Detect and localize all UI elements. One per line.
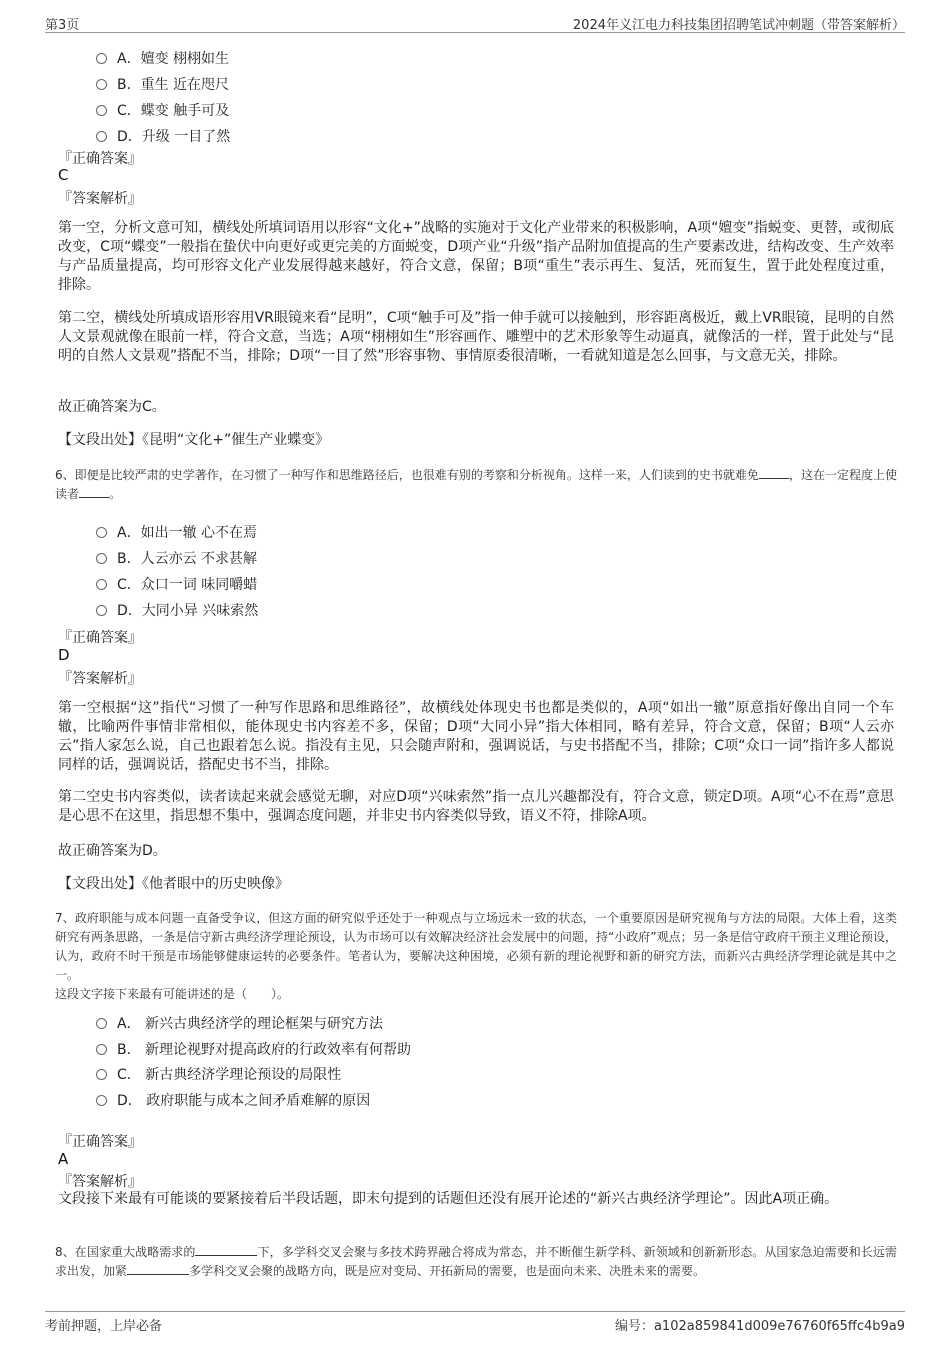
q6-analysis-p1: 第一空根据“这”指代“习惯了一种写作思路和思维路径”，故横线处体现史书也都是类似的，A项“如出一辙”原意指好像出自同一个车辙，比喻两件事情非常相似，能体现史书内容差不多，保留；D项“大同小异”指大体相同，略有差异，符合文意，保留；B项“人云亦云”指人家怎么说，自己也跟着怎么说。指没有主见，只会随声附和，强调说话，与史书搭配不当，排除；C项“众口一词”指许多人都说同样的话，强调说话，搭配史书不当，排除。 — [58, 700, 894, 773]
radio-icon[interactable] — [96, 53, 107, 64]
radio-icon[interactable] — [96, 579, 107, 590]
q6-option-a[interactable]: A．如出一辙 心不在焉 — [96, 522, 257, 542]
q6-option-b[interactable]: B．人云亦云 不求甚解 — [96, 548, 257, 568]
footer-slogan: 考前押题，上岸必备 — [45, 1319, 163, 1334]
q5-option-d[interactable]: D．升级 一目了然 — [96, 126, 230, 146]
page-header — [45, 12, 905, 33]
radio-icon[interactable] — [96, 605, 107, 616]
q7-prompt: 这段文字接下来最有可能讲述的是（ ）。 — [55, 987, 290, 1001]
q7-question: 7、政府职能与成本问题一直备受争议，但这方面的研究似乎还处于一种观点与立场远未一致的状态，一个重要原因是研究视角与方法的局限。大体上看，这类研究有两条思路，一条是信守新古典经济学理论预设，认为市场可以有效解决经济社会发展中的问题，持“小政府”观点；另一条是信守政府干预主义理论预设，认为，政府不时干预是市场能够健康运转的必要条件。笔者认为，要解决这种困境，必须有新的理论视野和新的研究方法，而新兴古典经济学理论就是其中之一。 — [55, 911, 897, 982]
q6-option-d[interactable]: D．大同小异 兴味索然 — [96, 600, 258, 620]
q5-analysis-p1: 第一空，分析文意可知，横线处所填词语用以形容“文化+”战略的实施对于文化产业带来的积极影响，A项“嬗变”指蜕变、更替，或彻底改变，C项“蝶变”一般指在蛰伏中向更好或更完美的方面蜕变，D项产业“升级”指产品附加值提高的生产要素改进，结构改变、生产效率与产品质量提高，均可形容文化产业发展得越来越好，符合文意，保留；B项“重生”表示再生、复活，死而复生，置于此处程度过重，排除。 — [58, 220, 894, 293]
radio-icon[interactable] — [96, 553, 107, 564]
q5-answer-label: 『正确答案』 — [58, 151, 142, 167]
radio-icon[interactable] — [96, 79, 107, 90]
q6-question: 6、即便是比较严肃的史学著作，在习惯了一种写作和思维路径后，也很难有别的考察和分析视角。这样一来，人们读到的史书就难免 ，这在一定程度上使读者 。 — [55, 468, 897, 501]
q7-option-a[interactable]: A． 新兴古典经济学的理论框架与研究方法 — [96, 1013, 383, 1033]
q7-answer: A — [58, 1150, 69, 1168]
q7-analysis: 文段接下来最有可能谈的要紧接着后半段话题，即末句提到的话题但还没有展开论述的“新兴古典经济学理论”。因此A项正确。 — [58, 1191, 839, 1207]
radio-icon[interactable] — [96, 1044, 107, 1055]
page-footer — [45, 1311, 905, 1332]
q5-source: 【文段出处】《昆明“文化+”催生产业蝶变》 — [58, 432, 330, 448]
blank-line — [195, 1243, 257, 1256]
radio-icon[interactable] — [96, 131, 107, 142]
radio-icon[interactable] — [96, 1095, 107, 1106]
q5-analysis-label: 『答案解析』 — [58, 191, 142, 207]
q5-option-a[interactable]: A．嬗变 栩栩如生 — [96, 48, 229, 68]
radio-icon[interactable] — [96, 105, 107, 116]
radio-icon[interactable] — [96, 1069, 107, 1080]
radio-icon[interactable] — [96, 1018, 107, 1029]
q6-analysis-conclusion: 故正确答案为D。 — [58, 843, 167, 859]
page-number: 第3页 — [45, 18, 80, 33]
blank-line — [759, 466, 789, 479]
q5-analysis-p2: 第二空，横线处所填成语形容用VR眼镜来看“昆明”，C项“触手可及”指一伸手就可以接触到，形容距离极近，戴上VR眼镜，昆明的自然人文景观就像在眼前一样，符合文意，当选；A项“栩栩如生”形容画作、雕塑中的艺术形象等生动逼真，就像活的一样，置于此处与“昆明的自然人文景观”搭配不当，排除；D项“一目了然”形容事物、事情原委很清晰，一看就知道是怎么回事，与文意无关，排除。 — [58, 310, 894, 364]
q8-question: 8、在国家重大战略需求的 下，多学科交叉会聚与多技术跨界融合将成为常态，并不断催生新学科、新领域和创新新形态。从国家急迫需要和长远需求出发，加紧 多学科交叉会聚的战略方向，既是应对变局、开拓新局的需要，也是面向未来、决胜未来的需要。 — [55, 1245, 897, 1278]
document-id: 编号：a102a859841d009e76760f65ffc4b9a9 — [614, 1319, 905, 1334]
q6-answer-label: 『正确答案』 — [58, 630, 142, 646]
blank-line — [127, 1262, 189, 1275]
q7-option-b[interactable]: B． 新理论视野对提高政府的行政效率有何帮助 — [96, 1039, 411, 1059]
radio-icon[interactable] — [96, 527, 107, 538]
document-title: 2024年义江电力科技集团招聘笔试冲刺题（带答案解析） — [572, 18, 905, 33]
blank-line — [79, 485, 109, 498]
q6-analysis-p2: 第二空史书内容类似，读者读起来就会感觉无聊，对应D项“兴味索然”指一点儿兴趣都没有，符合文意，锁定D项。A项“心不在焉”意思是心思不在这里，指思想不集中，强调态度问题，并非史书内容类似导致，语义不符，排除A项。 — [58, 789, 894, 824]
q6-source: 【文段出处】《他者眼中的历史映像》 — [58, 876, 289, 892]
q6-answer: D — [58, 646, 70, 664]
q7-option-d[interactable]: D． 政府职能与成本之间矛盾难解的原因 — [96, 1090, 370, 1110]
q7-answer-label: 『正确答案』 — [58, 1134, 142, 1150]
q5-option-b[interactable]: B．重生 近在咫尺 — [96, 74, 229, 94]
q6-analysis-label: 『答案解析』 — [58, 671, 142, 687]
q7-analysis-label: 『答案解析』 — [58, 1174, 142, 1190]
q5-answer: C — [58, 166, 69, 184]
q5-analysis-conclusion: 故正确答案为C。 — [58, 399, 166, 415]
q7-option-c[interactable]: C． 新古典经济学理论预设的局限性 — [96, 1064, 341, 1084]
q6-option-c[interactable]: C．众口一词 味同嚼蜡 — [96, 574, 257, 594]
q5-option-c[interactable]: C．蝶变 触手可及 — [96, 100, 229, 120]
